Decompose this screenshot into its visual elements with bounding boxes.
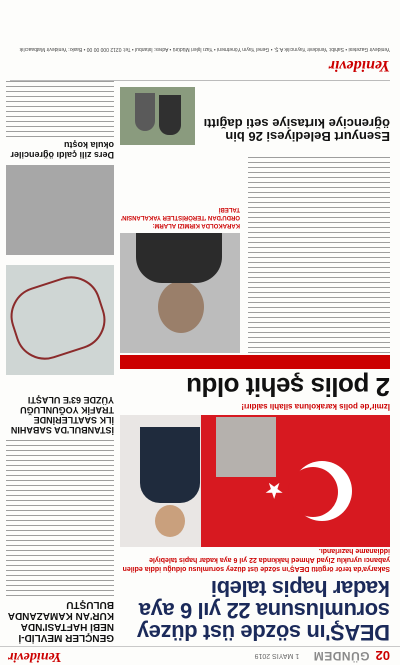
right-top-headline: GENÇLER MEVLİD-İ NEBİ HAFTASI'NDA KUR'AN KAMAZANDA BULUŞTU [8, 599, 114, 643]
right-mid-headline: İSTANBUL'DA SABAHIN İLK SAATLERİNDE TRAFİK YOĞUNLUĞU YÜZDE 63'E ULAŞTI [10, 395, 114, 435]
page-number: 02 [375, 648, 390, 664]
main-story-body-text [248, 153, 390, 353]
right-top-body-text [6, 436, 114, 596]
right-top-story [6, 436, 114, 643]
officer-flag-photo [120, 415, 390, 547]
red-divider-bar [120, 355, 390, 369]
lead-deck: Sakarya'da terör örgütü DEAŞ'ın sözde üst düzey sorumlusu olduğu iddia edilen yabancı uyruklu Ziyad Ahmed hakkında 22 yıl 6 aya kadar hapis talebiyle iddianame hazırlandı. [122, 547, 390, 572]
school-story-headline: Esenyurt Belediyesi 26 bin öğrenciye kırtasiye seti dağıttı [203, 116, 390, 144]
right-low-headline: Ders zili çaldı öğrenciler okula koştu [10, 140, 114, 160]
right-low-story [6, 77, 114, 160]
issue-date: 1 MAYIS 2019 [254, 652, 300, 660]
masthead-logo: Yenidevir [8, 649, 62, 664]
lead-headline: DEAŞ'ın sözde üst düzey sorumlusuna 22 yıl 6 aya kadar hapis talebi [137, 576, 390, 645]
school-crowd-photo [6, 165, 114, 255]
suspect-portrait-photo [120, 233, 240, 353]
main-story-kicker: İzmir'de polis karakoluna silahlı saldırı! [241, 402, 390, 411]
funeral-crowd-image [216, 417, 276, 477]
pull-quote: KARAKOLDA KIRMIZI ALARM: ORDU'DAN 'TERÖRİSTLER YAKALANSIN' TALEBİ [120, 206, 240, 228]
students-photo [120, 87, 195, 145]
main-story-headline: 2 polis şehit oldu [186, 372, 390, 402]
section-title: GÜNDEM [313, 649, 370, 663]
footer-logo: Yenidevir [328, 57, 390, 74]
page-header [0, 646, 400, 665]
officer-portrait-image [140, 427, 200, 537]
right-low-body-text [6, 77, 114, 137]
traffic-map-image [6, 265, 114, 375]
imprint-text: Yenidevir Gazetesi • Sahibi: Yenidevir Yayıncılık A.Ş. • Genel Yayın Yönetmeni • Yazı İşleri Müdürü • Adres: İstanbul • Tel: 0212 000 00 00 • Baskı: Yenidevir Matbaacılık [19, 46, 390, 52]
imprint-footer [10, 6, 390, 81]
traffic-route-shape [6, 269, 113, 368]
right-mid-story [6, 395, 114, 435]
turkish-flag-image: ★ [201, 415, 390, 547]
